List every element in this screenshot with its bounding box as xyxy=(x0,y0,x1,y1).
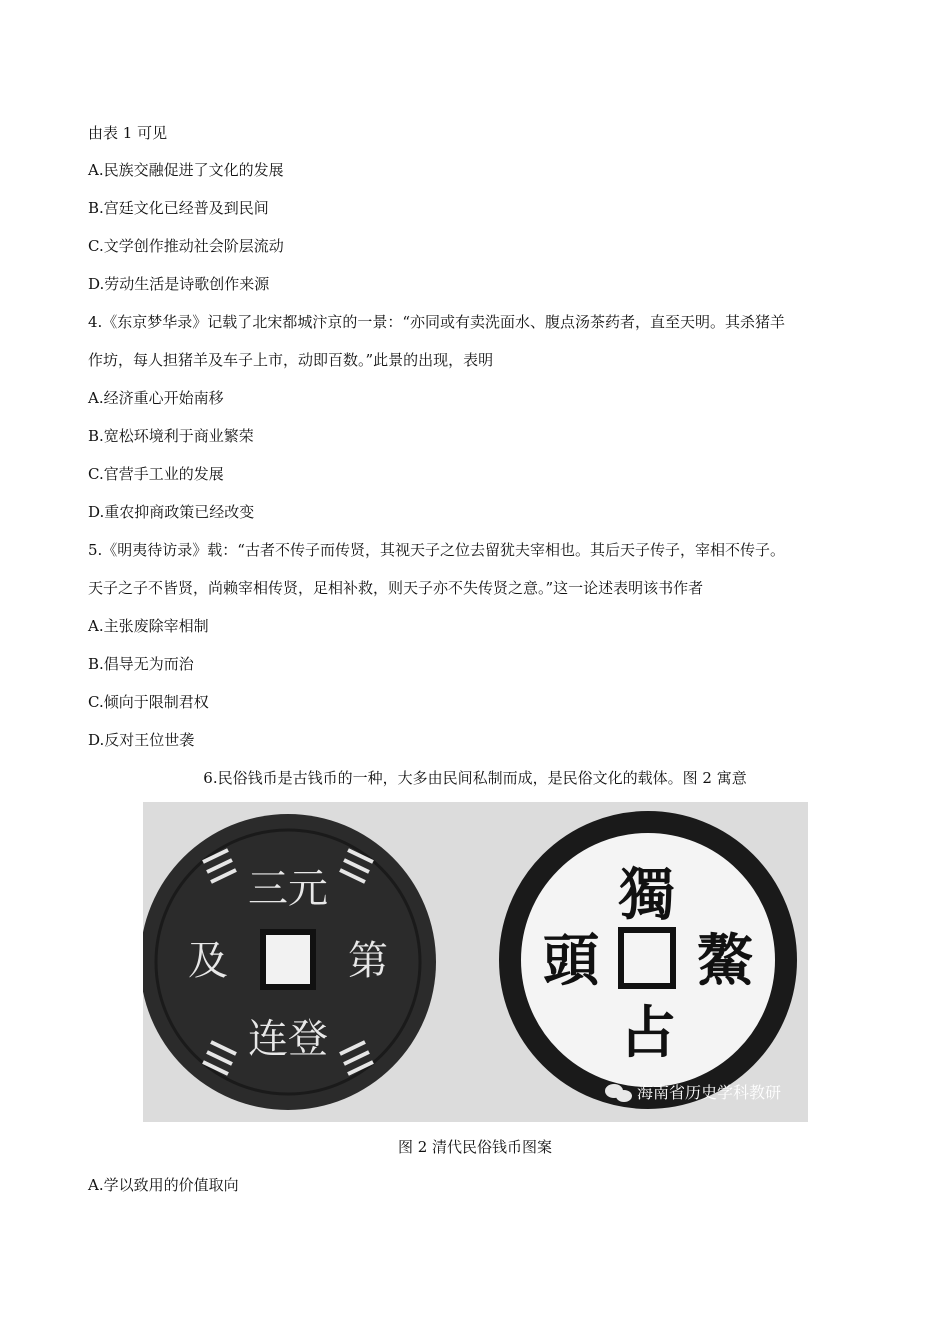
q3-option-a: A.民族交融促进了文化的发展 xyxy=(88,161,284,179)
q3-option-d: D.劳动生活是诗歌创作来源 xyxy=(88,275,270,293)
left-coin-bottom: 连登 xyxy=(248,1016,328,1062)
right-coin xyxy=(510,822,786,1098)
right-coin-top: 獨 xyxy=(619,862,675,928)
watermark-text: 海南省历史学科教研 xyxy=(637,1083,782,1102)
q5-option-c: C.倾向于限制君权 xyxy=(88,693,209,711)
q5-option-a: A.主张废除宰相制 xyxy=(88,617,209,635)
q4-stem-line-2: 作坊，每人担猪羊及车子上市，动即百数。”此景的出现，表明 xyxy=(88,351,494,369)
q5-stem-line-2: 天子之子不皆贤，尚赖宰相传贤，足相补救，则天子亦不失传贤之意。”这一论述表明该书作者 xyxy=(88,579,704,597)
q5-option-d: D.反对王位世袭 xyxy=(88,731,195,749)
q6-stem-line-1: 6.民俗钱币是古钱币的一种，大多由民间私制而成，是民俗文化的载体。图 2 寓意 xyxy=(203,769,747,787)
q4-option-b: B.宽松环境利于商业繁荣 xyxy=(88,427,254,445)
q5-option-b: B.倡导无为而治 xyxy=(88,655,194,673)
intro-line: 由表 1 可见 xyxy=(88,124,168,142)
left-coin-left: 及 xyxy=(188,938,228,984)
q3-option-c: C.文学创作推动社会阶层流动 xyxy=(88,237,284,255)
figure-caption: 图 2 清代民俗钱币图案 xyxy=(397,1138,553,1156)
q4-option-c: C.官营手工业的发展 xyxy=(88,465,224,483)
q5-stem-line-1: 5.《明夷待访录》载：“古者不传子而传贤，其视天子之位去留犹夫宰相也。其后天子传子，宰相不传子。 xyxy=(88,541,785,559)
left-coin-right: 第 xyxy=(348,938,388,984)
coin-figure xyxy=(143,802,808,1122)
q4-stem-line-1: 4.《东京梦华录》记载了北宋都城汴京的一景：“亦同或有卖洗面水、腹点汤茶药者，直至天明。其杀猪羊 xyxy=(88,313,785,331)
left-coin xyxy=(143,814,436,1110)
q6-option-a: A.学以致用的价值取向 xyxy=(88,1176,239,1194)
right-coin-left: 頭 xyxy=(543,928,599,994)
q4-option-d: D.重农抑商政策已经改变 xyxy=(88,503,255,521)
left-coin-top: 三元 xyxy=(248,866,328,912)
right-coin-bottom: 占 xyxy=(620,1000,676,1066)
q4-option-a: A.经济重心开始南移 xyxy=(88,389,224,407)
q3-option-b: B.宫廷文化已经普及到民间 xyxy=(88,199,269,217)
coin-figure-svg xyxy=(143,802,808,1122)
right-coin-right: 鰲 xyxy=(697,928,753,994)
